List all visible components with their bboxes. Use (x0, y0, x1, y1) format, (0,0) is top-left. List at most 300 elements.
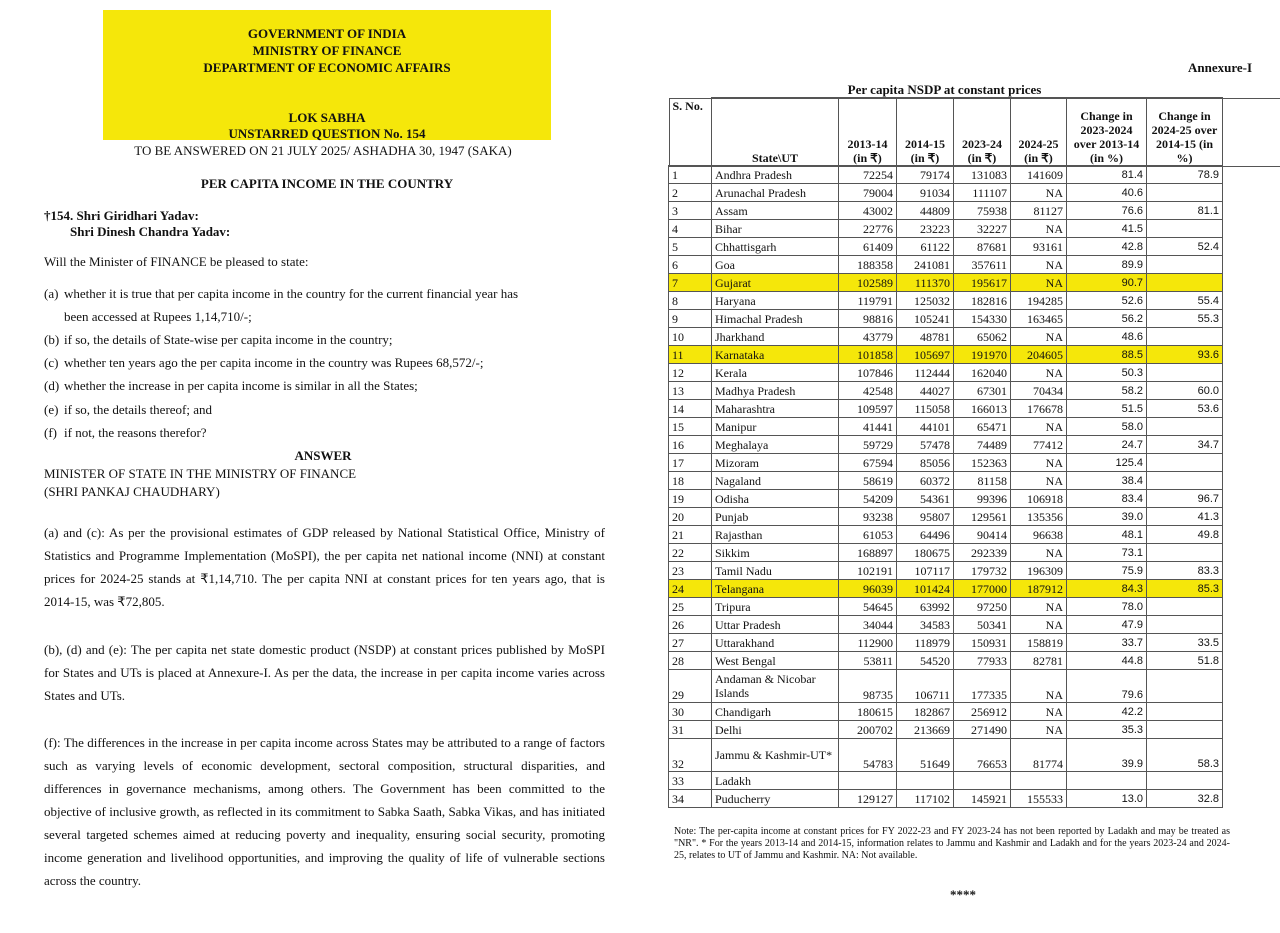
cell-c2: 49.8 (1147, 526, 1223, 544)
subject-title: PER CAPITA INCOME IN THE COUNTRY (200, 176, 454, 191)
cell-state: Mizoram (712, 454, 839, 472)
cell-y4: NA (1011, 721, 1067, 739)
cell-state: Andhra Pradesh (712, 166, 839, 184)
cell-y4: 70434 (1011, 382, 1067, 400)
cell-y3: 256912 (954, 703, 1011, 721)
answer-paragraph-ac: (a) and (c): As per the provisional estimates of GDP released by National Statistical Office, Ministry of Statistics and Programme Implementation (MoSPI), the per capita net national income (NNI) at constant prices for 2024-25 stands at ₹1,14,710. The per capita NNI at constant prices for ten years ago, that is 2014-15, was ₹72,805. (44, 525, 605, 609)
cell-c1: 39.9 (1067, 739, 1147, 772)
cell-sno: 1 (669, 166, 712, 184)
header-state: State\UT (712, 98, 839, 166)
cell-y1: 72254 (839, 166, 897, 184)
cell-y2: 117102 (897, 790, 954, 808)
cell-y1: 43779 (839, 328, 897, 346)
cell-y3: 97250 (954, 598, 1011, 616)
cell-y2: 61122 (897, 238, 954, 256)
cell-y1: 200702 (839, 721, 897, 739)
cell-sno: 17 (669, 454, 712, 472)
cell-y4: 93161 (1011, 238, 1067, 256)
question-label: (f) (44, 425, 57, 440)
cell-state: Bihar (712, 220, 839, 238)
cell-sno: 22 (669, 544, 712, 562)
cell-y2: 54361 (897, 490, 954, 508)
cell-y3: 99396 (954, 490, 1011, 508)
cell-y2: 125032 (897, 292, 954, 310)
cell-state: Goa (712, 256, 839, 274)
cell-c1: 41.5 (1067, 220, 1147, 238)
cell-y2: 111370 (897, 274, 954, 292)
cell-y1: 98735 (839, 670, 897, 703)
cell-c2 (1147, 274, 1223, 292)
cell-c2: 33.5 (1147, 634, 1223, 652)
cell-c2 (1147, 721, 1223, 739)
cell-y3: 191970 (954, 346, 1011, 364)
cell-c1: 42.8 (1067, 238, 1147, 256)
table-row (669, 790, 1223, 808)
cell-sno: 6 (669, 256, 712, 274)
table-row (669, 184, 1223, 202)
cell-sno: 23 (669, 562, 712, 580)
cell-y4: 81774 (1011, 739, 1067, 772)
cell-y2: 34583 (897, 616, 954, 634)
cell-y4: NA (1011, 274, 1067, 292)
cell-c1: 48.6 (1067, 328, 1147, 346)
table-row (669, 739, 1223, 772)
cell-state: Kerala (712, 364, 839, 382)
table-row (669, 292, 1223, 310)
cell-y1: 22776 (839, 220, 897, 238)
cell-c1: 38.4 (1067, 472, 1147, 490)
cell-y2: 106711 (897, 670, 954, 703)
table-body (669, 166, 1223, 808)
cell-c2 (1147, 256, 1223, 274)
cell-y4: 141609 (1011, 166, 1067, 184)
cell-c2: 41.3 (1147, 508, 1223, 526)
cell-sno: 11 (669, 346, 712, 364)
cell-sno: 3 (669, 202, 712, 220)
cell-y3: 152363 (954, 454, 1011, 472)
cell-c2: 93.6 (1147, 346, 1223, 364)
header-2013-14: 2013-14 (in ₹) (839, 98, 897, 166)
answer-paragraph-bde: (b), (d) and (e): The per capita net state domestic product (NSDP) at constant prices published by MoSPI for States and UTs is placed at Annexure-I. As per the data, the increase in per capita income varies across States and UTs. (44, 642, 605, 703)
cell-sno: 33 (669, 772, 712, 790)
table-row (669, 346, 1223, 364)
cell-y2: 44809 (897, 202, 954, 220)
cell-state: Uttarakhand (712, 634, 839, 652)
cell-y1: 67594 (839, 454, 897, 472)
cell-sno: 2 (669, 184, 712, 202)
table-row (669, 220, 1223, 238)
cell-sno: 28 (669, 652, 712, 670)
table-row (669, 328, 1223, 346)
question-item (64, 308, 252, 325)
cell-y3: 50341 (954, 616, 1011, 634)
cell-y3: 177000 (954, 580, 1011, 598)
question-item (44, 285, 518, 302)
question-label: (e) (44, 402, 59, 417)
cell-c2 (1147, 472, 1223, 490)
cell-y4: 106918 (1011, 490, 1067, 508)
cell-state: Karnataka (712, 346, 839, 364)
question-label: (d) (44, 378, 60, 393)
cell-y1: 188358 (839, 256, 897, 274)
cell-sno: 29 (669, 670, 712, 703)
cell-c2: 52.4 (1147, 238, 1223, 256)
table-row (669, 274, 1223, 292)
cell-sno: 15 (669, 418, 712, 436)
cell-y3: 111107 (954, 184, 1011, 202)
cell-sno: 12 (669, 364, 712, 382)
table-title: Per capita NSDP at constant prices (847, 82, 1042, 97)
cell-y2: 44101 (897, 418, 954, 436)
cell-c1: 90.7 (1067, 274, 1147, 292)
cell-sno: 13 (669, 382, 712, 400)
cell-y4: NA (1011, 544, 1067, 562)
cell-sno: 8 (669, 292, 712, 310)
cell-c2 (1147, 328, 1223, 346)
cell-y4: NA (1011, 220, 1067, 238)
cell-c1: 75.9 (1067, 562, 1147, 580)
cell-c2 (1147, 454, 1223, 472)
cell-y4: NA (1011, 454, 1067, 472)
cell-c1: 78.0 (1067, 598, 1147, 616)
cell-y4: 82781 (1011, 652, 1067, 670)
cell-y4: 81127 (1011, 202, 1067, 220)
cell-c1: 44.8 (1067, 652, 1147, 670)
cell-state: Uttar Pradesh (712, 616, 839, 634)
cell-c1: 81.4 (1067, 166, 1147, 184)
cell-y3: 129561 (954, 508, 1011, 526)
cell-sno: 18 (669, 472, 712, 490)
cell-y4: 135356 (1011, 508, 1067, 526)
cell-y3: 179732 (954, 562, 1011, 580)
cell-y3: 195617 (954, 274, 1011, 292)
cell-state: Maharashtra (712, 400, 839, 418)
cell-c1: 40.6 (1067, 184, 1147, 202)
cell-state: Gujarat (712, 274, 839, 292)
cell-sno: 27 (669, 634, 712, 652)
cell-state: Jammu & Kashmir-UT* (712, 739, 839, 772)
table-row (669, 598, 1223, 616)
cell-state: Madhya Pradesh (712, 382, 839, 400)
cell-y3: 65471 (954, 418, 1011, 436)
cell-y1: 102589 (839, 274, 897, 292)
table-row (669, 772, 1223, 790)
cell-y4: NA (1011, 328, 1067, 346)
cell-y2: 182867 (897, 703, 954, 721)
cell-sno: 25 (669, 598, 712, 616)
question-text: if so, the details thereof; and (64, 402, 213, 417)
answered-on: TO BE ANSWERED ON 21 JULY 2025/ ASHADHA 30, 1947 (SAKA) (134, 143, 512, 158)
cell-y3: 75938 (954, 202, 1011, 220)
cell-c2 (1147, 544, 1223, 562)
cell-c1: 58.0 (1067, 418, 1147, 436)
cell-c2 (1147, 364, 1223, 382)
cell-sno: 16 (669, 436, 712, 454)
cell-y2: 95807 (897, 508, 954, 526)
cell-y3: 77933 (954, 652, 1011, 670)
table-row (669, 400, 1223, 418)
cell-y2: 101424 (897, 580, 954, 598)
cell-y3: 131083 (954, 166, 1011, 184)
cell-y1: 54783 (839, 739, 897, 772)
end-marker: **** (950, 887, 976, 902)
cell-c1: 79.6 (1067, 670, 1147, 703)
cell-y1: 61053 (839, 526, 897, 544)
cell-state: Ladakh (712, 772, 839, 790)
cell-c2 (1147, 703, 1223, 721)
cell-sno: 9 (669, 310, 712, 328)
cell-c2: 83.3 (1147, 562, 1223, 580)
question-text: if not, the reasons therefor? (64, 425, 207, 440)
cell-y2: 118979 (897, 634, 954, 652)
cell-state: Meghalaya (712, 436, 839, 454)
cell-state: Jharkhand (712, 328, 839, 346)
cell-y4: NA (1011, 256, 1067, 274)
question-item (44, 377, 418, 394)
cell-c2: 34.7 (1147, 436, 1223, 454)
minister-title: MINISTER OF STATE IN THE MINISTRY OF FINANCE (44, 466, 357, 481)
cell-c1: 33.7 (1067, 634, 1147, 652)
cell-sno: 24 (669, 580, 712, 598)
header-line-4: LOK SABHA (288, 110, 366, 125)
header-change-2023-24: Change in 2023-2024 over 2013-14 (in %) (1067, 98, 1147, 166)
cell-y1: 98816 (839, 310, 897, 328)
asker-line-1: †154. Shri Giridhari Yadav: (44, 208, 199, 223)
cell-y1 (839, 772, 897, 790)
cell-state: Chandigarh (712, 703, 839, 721)
cell-state: Delhi (712, 721, 839, 739)
minister-name: (SHRI PANKAJ CHAUDHARY) (44, 484, 220, 499)
header-line-5: UNSTARRED QUESTION No. 154 (228, 126, 426, 141)
cell-y1: 102191 (839, 562, 897, 580)
answer-paragraph-f: (f): The differences in the increase in per capita income across States may be attributed to a range of factors such as varying levels of economic development, sectoral composition, structural disparities, and differences in governance mechanisms, among others. The Government has been committed to the objective of inclusive growth, as reflected in its commitment to Sabka Saath, Sabka Vikas, and has initiated several targeted schemes aimed at reducing poverty and inequality, ensuring social security, promoting income generation and livelihood opportunities, and improving the quality of life of vulnerable sections across the country. (44, 735, 605, 888)
cell-y4: NA (1011, 184, 1067, 202)
cell-y3: 162040 (954, 364, 1011, 382)
cell-y2: 115058 (897, 400, 954, 418)
cell-y3: 87681 (954, 238, 1011, 256)
table-row (669, 526, 1223, 544)
intro-text: Will the Minister of FINANCE be pleased to state: (44, 254, 309, 269)
question-item (44, 401, 212, 418)
cell-c2: 32.8 (1147, 790, 1223, 808)
cell-y2: 57478 (897, 436, 954, 454)
cell-sno: 7 (669, 274, 712, 292)
cell-y3 (954, 772, 1011, 790)
cell-y3: 292339 (954, 544, 1011, 562)
table-header-row (669, 98, 1223, 166)
cell-c2 (1147, 670, 1223, 703)
cell-c1: 89.9 (1067, 256, 1147, 274)
cell-sno: 14 (669, 400, 712, 418)
cell-state: Assam (712, 202, 839, 220)
cell-y1: 53811 (839, 652, 897, 670)
cell-c1: 56.2 (1067, 310, 1147, 328)
table-row (669, 436, 1223, 454)
cell-y1: 41441 (839, 418, 897, 436)
cell-state: Nagaland (712, 472, 839, 490)
cell-c1: 35.3 (1067, 721, 1147, 739)
cell-y2: 105241 (897, 310, 954, 328)
cell-sno: 5 (669, 238, 712, 256)
cell-state: Punjab (712, 508, 839, 526)
cell-state: Haryana (712, 292, 839, 310)
table-note: Note: The per-capita income at constant prices for FY 2022-23 and FY 2023-24 has not been reported by Ladakh and may be treated as "NR". * For the years 2013-14 and 2014-15, information relates to Jammu and Kashmir and Ladakh and for the years 2023-24 and 2024-25, relates to UT of Jammu and Kashmir. NA: Not available. (674, 826, 1230, 861)
question-text: whether it is true that per capita income in the country for the current financial year has (64, 286, 519, 301)
cell-state: Tripura (712, 598, 839, 616)
cell-y1: 180615 (839, 703, 897, 721)
cell-c2: 60.0 (1147, 382, 1223, 400)
cell-c2: 78.9 (1147, 166, 1223, 184)
cell-y3: 154330 (954, 310, 1011, 328)
cell-c2 (1147, 598, 1223, 616)
cell-y2: 112444 (897, 364, 954, 382)
cell-y2: 105697 (897, 346, 954, 364)
cell-y4: 155533 (1011, 790, 1067, 808)
cell-c1: 76.6 (1067, 202, 1147, 220)
cell-state: Andaman & Nicobar Islands (712, 670, 839, 703)
table-row (669, 508, 1223, 526)
cell-y1: 34044 (839, 616, 897, 634)
cell-y1: 93238 (839, 508, 897, 526)
question-label: (b) (44, 332, 60, 347)
table-row (669, 562, 1223, 580)
cell-y1: 107846 (839, 364, 897, 382)
cell-y1: 96039 (839, 580, 897, 598)
cell-y4 (1011, 772, 1067, 790)
table-row (669, 580, 1223, 598)
cell-y1: 54645 (839, 598, 897, 616)
cell-state: Odisha (712, 490, 839, 508)
cell-y4: 176678 (1011, 400, 1067, 418)
cell-y4: NA (1011, 616, 1067, 634)
annexure-label: Annexure-I (1188, 60, 1253, 75)
cell-y3: 90414 (954, 526, 1011, 544)
cell-sno: 30 (669, 703, 712, 721)
cell-c1: 13.0 (1067, 790, 1147, 808)
cell-y2: 85056 (897, 454, 954, 472)
nsdp-table (668, 97, 1223, 808)
cell-y2: 241081 (897, 256, 954, 274)
cell-y3: 150931 (954, 634, 1011, 652)
cell-c1: 88.5 (1067, 346, 1147, 364)
header-2024-25: 2024-25 (in ₹) (1011, 98, 1067, 166)
cell-state: Rajasthan (712, 526, 839, 544)
cell-sno: 4 (669, 220, 712, 238)
cell-sno: 34 (669, 790, 712, 808)
cell-y1: 119791 (839, 292, 897, 310)
table-row (669, 652, 1223, 670)
cell-c2: 53.6 (1147, 400, 1223, 418)
cell-y2: 63992 (897, 598, 954, 616)
table-row (669, 472, 1223, 490)
cell-c2: 81.1 (1147, 202, 1223, 220)
cell-c1: 83.4 (1067, 490, 1147, 508)
cell-y2: 60372 (897, 472, 954, 490)
cell-y2: 180675 (897, 544, 954, 562)
cell-y1: 61409 (839, 238, 897, 256)
cell-y2: 54520 (897, 652, 954, 670)
cell-y4: 77412 (1011, 436, 1067, 454)
cell-y1: 109597 (839, 400, 897, 418)
cell-y3: 177335 (954, 670, 1011, 703)
cell-y2: 79174 (897, 166, 954, 184)
question-text: if so, the details of State-wise per capita income in the country; (64, 332, 393, 347)
cell-c1: 42.2 (1067, 703, 1147, 721)
table-row (669, 202, 1223, 220)
cell-y3: 271490 (954, 721, 1011, 739)
cell-y2: 107117 (897, 562, 954, 580)
header-line-3: DEPARTMENT OF ECONOMIC AFFAIRS (203, 60, 451, 75)
table-row (669, 364, 1223, 382)
cell-state: Arunachal Pradesh (712, 184, 839, 202)
table-row (669, 616, 1223, 634)
cell-c2: 58.3 (1147, 739, 1223, 772)
annexure-page (640, 0, 1280, 933)
cell-y3: 74489 (954, 436, 1011, 454)
cell-y3: 145921 (954, 790, 1011, 808)
cell-y1: 54209 (839, 490, 897, 508)
cell-y1: 59729 (839, 436, 897, 454)
table-row (669, 418, 1223, 436)
cell-y1: 168897 (839, 544, 897, 562)
cell-y4: NA (1011, 670, 1067, 703)
question-text: whether ten years ago the per capita income in the country was Rupees 68,572/-; (64, 355, 484, 370)
cell-y4: 196309 (1011, 562, 1067, 580)
question-item (44, 354, 483, 371)
table-row (669, 634, 1223, 652)
cell-y1: 129127 (839, 790, 897, 808)
cell-sno: 10 (669, 328, 712, 346)
question-text: whether the increase in per capita income is similar in all the States; (64, 378, 418, 393)
cell-c2: 55.3 (1147, 310, 1223, 328)
cell-c2: 55.4 (1147, 292, 1223, 310)
header-line-2: MINISTRY OF FINANCE (252, 43, 402, 58)
cell-c1: 48.1 (1067, 526, 1147, 544)
cell-c2 (1147, 616, 1223, 634)
question-item (44, 331, 393, 348)
cell-c1: 24.7 (1067, 436, 1147, 454)
cell-y4: NA (1011, 703, 1067, 721)
cell-c2 (1147, 418, 1223, 436)
cell-y3: 357611 (954, 256, 1011, 274)
cell-c1: 58.2 (1067, 382, 1147, 400)
cell-y2: 51649 (897, 739, 954, 772)
cell-state: West Bengal (712, 652, 839, 670)
cell-c1 (1067, 772, 1147, 790)
cell-sno: 26 (669, 616, 712, 634)
cell-sno: 21 (669, 526, 712, 544)
cell-y3: 67301 (954, 382, 1011, 400)
cell-state: Sikkim (712, 544, 839, 562)
cell-y4: NA (1011, 364, 1067, 382)
cell-state: Chhattisgarh (712, 238, 839, 256)
cell-y1: 101858 (839, 346, 897, 364)
cell-y4: 158819 (1011, 634, 1067, 652)
cell-sno: 19 (669, 490, 712, 508)
cell-y2: 213669 (897, 721, 954, 739)
cell-y3: 65062 (954, 328, 1011, 346)
cell-y3: 76653 (954, 739, 1011, 772)
question-label: (c) (44, 355, 59, 370)
cell-c1: 84.3 (1067, 580, 1147, 598)
cell-y4: NA (1011, 418, 1067, 436)
header-2014-15: 2014-15 (in ₹) (897, 98, 954, 166)
cell-y2 (897, 772, 954, 790)
cell-c2: 85.3 (1147, 580, 1223, 598)
cell-y1: 43002 (839, 202, 897, 220)
cell-y2: 44027 (897, 382, 954, 400)
cell-c1: 47.9 (1067, 616, 1147, 634)
